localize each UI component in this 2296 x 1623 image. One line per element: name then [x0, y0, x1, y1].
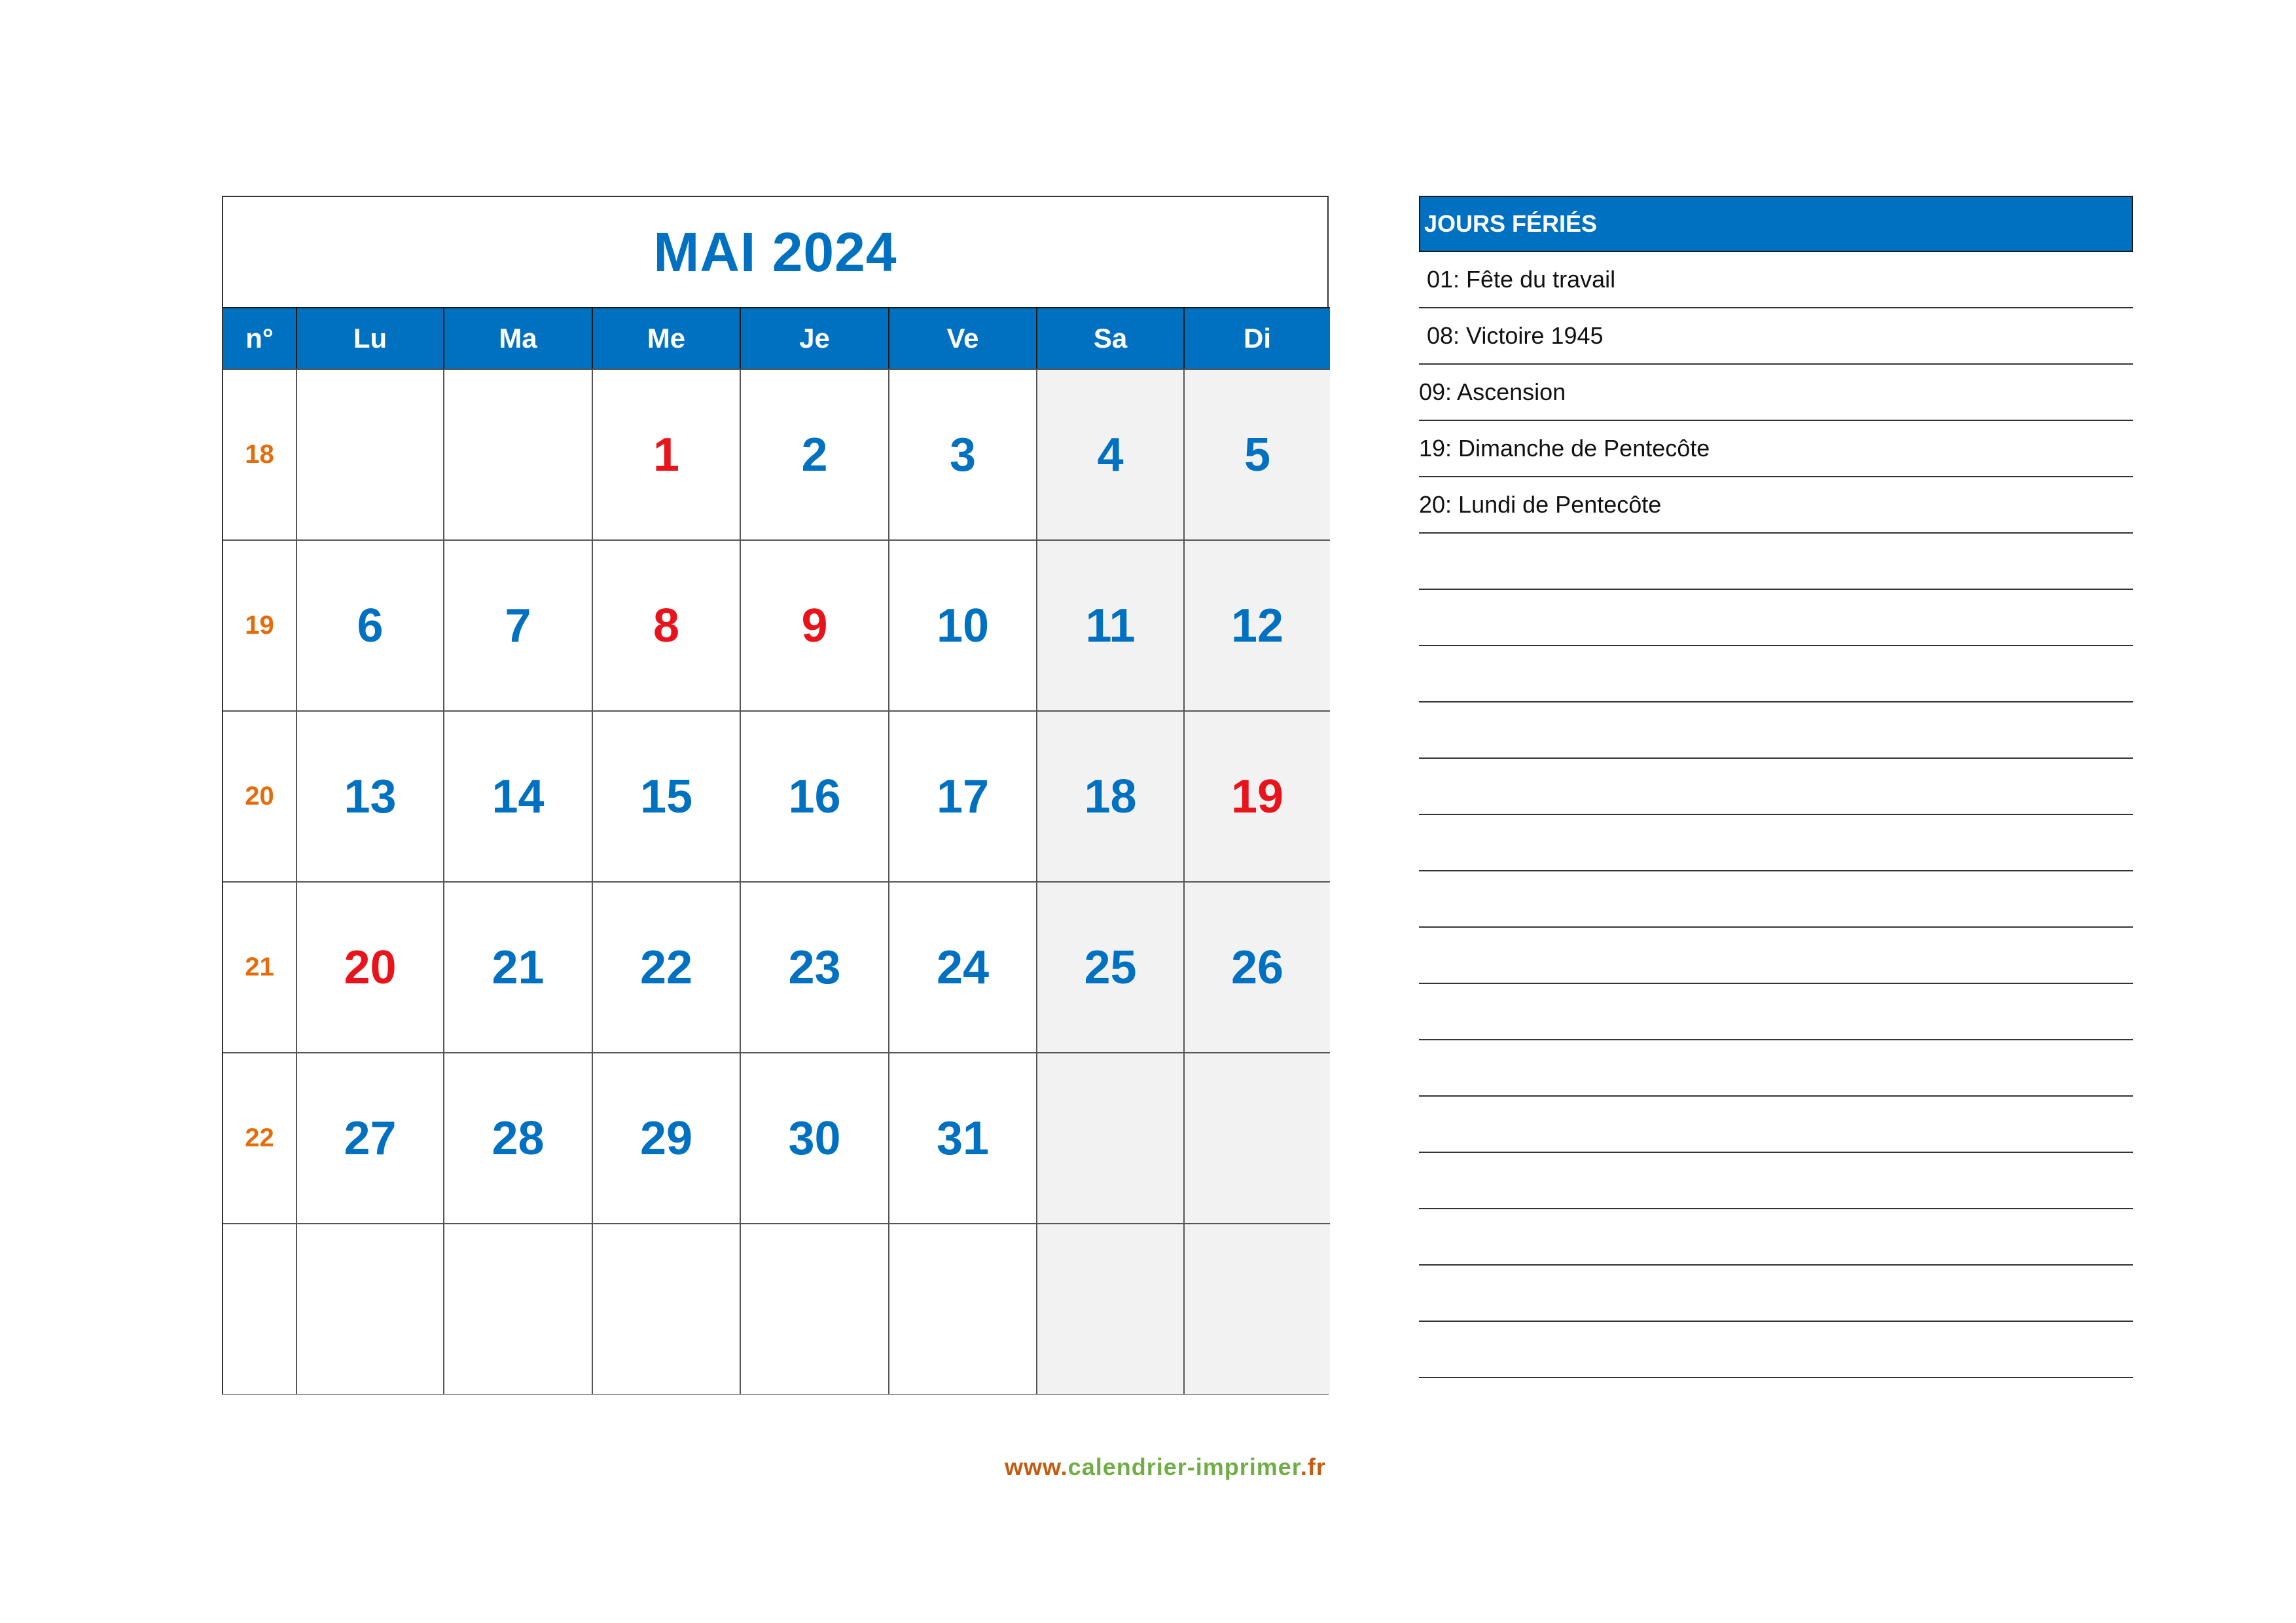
day-cell: 4 — [1036, 369, 1183, 539]
day-cell: 13 — [296, 710, 443, 881]
day-cell: 3 — [888, 369, 1036, 539]
day-cell: 18 — [1036, 710, 1183, 881]
note-line — [1419, 1266, 2133, 1322]
header-lu: Lu — [296, 307, 443, 369]
note-line — [1419, 590, 2133, 646]
day-cell: 21 — [443, 881, 592, 1052]
header-ve: Ve — [888, 307, 1036, 369]
day-cell — [592, 1223, 740, 1394]
footer-tld: .fr — [1300, 1453, 1326, 1480]
note-line — [1419, 646, 2133, 702]
day-cell: 15 — [592, 710, 740, 881]
calendar-title: MAI 2024 — [653, 221, 897, 283]
day-cell: 2 — [740, 369, 888, 539]
note-line — [1419, 1040, 2133, 1097]
day-cell — [1036, 1223, 1183, 1394]
day-cell: 6 — [296, 539, 443, 710]
day-cell: 17 — [888, 710, 1036, 881]
day-cell: 19 — [1183, 710, 1330, 881]
day-cell: 9 — [740, 539, 888, 710]
day-cell — [296, 369, 443, 539]
day-cell: 10 — [888, 539, 1036, 710]
day-cell: 23 — [740, 881, 888, 1052]
calendar-grid — [223, 307, 1327, 1394]
header-je: Je — [740, 307, 888, 369]
holidays-title: JOURS FÉRIÉS — [1419, 196, 2133, 252]
note-line — [1419, 984, 2133, 1040]
day-cell: 14 — [443, 710, 592, 881]
day-cell: 16 — [740, 710, 888, 881]
holiday-item: 20: Lundi de Pentecôte — [1419, 477, 2133, 534]
note-line — [1419, 871, 2133, 928]
note-line — [1419, 759, 2133, 815]
note-line — [1419, 1322, 2133, 1378]
day-cell — [740, 1223, 888, 1394]
day-cell: 11 — [1036, 539, 1183, 710]
day-cell — [1183, 1223, 1330, 1394]
note-line — [1419, 928, 2133, 984]
day-cell: 25 — [1036, 881, 1183, 1052]
note-line — [1419, 534, 2133, 590]
note-line — [1419, 1153, 2133, 1209]
header-sa: Sa — [1036, 307, 1183, 369]
holiday-item: 01: Fête du travail — [1419, 252, 2133, 308]
holiday-item: 08: Victoire 1945 — [1419, 308, 2133, 365]
day-cell: 24 — [888, 881, 1036, 1052]
day-cell: 12 — [1183, 539, 1330, 710]
day-cell: 28 — [443, 1052, 592, 1223]
day-cell: 29 — [592, 1052, 740, 1223]
note-line — [1419, 702, 2133, 759]
day-cell: 31 — [888, 1052, 1036, 1223]
week-number — [223, 1223, 296, 1394]
week-number: 19 — [223, 539, 296, 710]
header-me: Me — [592, 307, 740, 369]
day-cell: 5 — [1183, 369, 1330, 539]
holiday-item: 09: Ascension — [1419, 365, 2133, 421]
day-cell — [296, 1223, 443, 1394]
header-week-number: n° — [223, 307, 296, 369]
note-line — [1419, 1097, 2133, 1153]
day-cell: 22 — [592, 881, 740, 1052]
day-cell: 7 — [443, 539, 592, 710]
day-cell — [443, 1223, 592, 1394]
day-cell: 27 — [296, 1052, 443, 1223]
day-cell: 1 — [592, 369, 740, 539]
week-number: 20 — [223, 710, 296, 881]
week-number: 21 — [223, 881, 296, 1052]
day-cell: 30 — [740, 1052, 888, 1223]
header-ma: Ma — [443, 307, 592, 369]
holidays-panel — [1419, 196, 2133, 1378]
day-cell: 8 — [592, 539, 740, 710]
holidays-list — [1419, 252, 2133, 1378]
note-line — [1419, 1209, 2133, 1266]
calendar — [222, 196, 1329, 1395]
week-number: 18 — [223, 369, 296, 539]
day-cell — [443, 369, 592, 539]
week-number: 22 — [223, 1052, 296, 1223]
header-di: Di — [1183, 307, 1330, 369]
day-cell — [888, 1223, 1036, 1394]
day-cell: 20 — [296, 881, 443, 1052]
day-cell — [1036, 1052, 1183, 1223]
footer-domain: calendrier-imprimer — [1067, 1453, 1300, 1480]
day-cell — [1183, 1052, 1330, 1223]
footer-website[interactable] — [1005, 1453, 1326, 1481]
note-line — [1419, 815, 2133, 871]
holiday-item: 19: Dimanche de Pentecôte — [1419, 421, 2133, 477]
footer-www: www. — [1005, 1453, 1068, 1480]
day-cell: 26 — [1183, 881, 1330, 1052]
